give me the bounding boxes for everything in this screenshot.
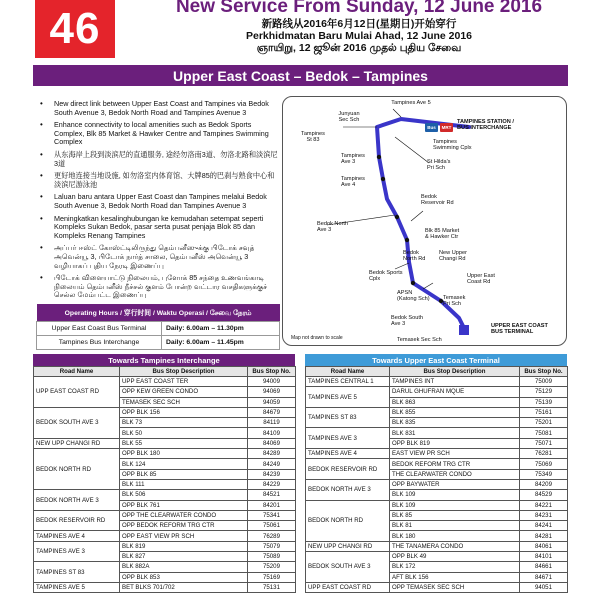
stop-number-cell: 75341 bbox=[248, 510, 296, 520]
stop-description-cell: BLK 109 bbox=[390, 500, 520, 510]
highlight-item: • New direct link between Upper East Coast and Tampines via Bedok South Avenue 3, Bedok North Road and Tampines Avenue 3 bbox=[36, 100, 278, 117]
stop-description-cell: DARUL GHUFRAN MQUE bbox=[390, 387, 520, 397]
table-row bbox=[306, 407, 568, 417]
stop-description-cell: BLK 506 bbox=[120, 490, 248, 500]
bus-icon: Bus bbox=[425, 123, 438, 132]
label-bedok-south-ave3: Bedok South Ave 3 bbox=[391, 315, 424, 328]
stop-number-cell: 76281 bbox=[520, 449, 568, 459]
stop-number-cell: 75089 bbox=[248, 552, 296, 562]
table-row bbox=[306, 377, 568, 387]
table-row bbox=[34, 541, 296, 551]
stop-description-cell: OPP EAST VIEW PR SCH bbox=[120, 531, 248, 541]
header bbox=[118, 0, 600, 54]
label-bedok-reservoir: Bedok Reservoir Rd bbox=[421, 194, 454, 207]
stop-number-cell: 84231 bbox=[520, 510, 568, 520]
label-tampines-ave5: Tampines Ave 5 bbox=[391, 100, 431, 106]
stop-number-cell: 84061 bbox=[520, 541, 568, 551]
stop-marker bbox=[411, 281, 415, 285]
stop-number-cell: 84229 bbox=[248, 479, 296, 489]
column-header: Road Name bbox=[34, 367, 120, 377]
label-tampines-ave4: Tampines Ave 4 bbox=[341, 176, 365, 189]
label-st-hildas: St Hilda's Pri Sch bbox=[427, 159, 451, 172]
table-row bbox=[306, 479, 568, 489]
table-row bbox=[306, 428, 568, 438]
stop-marker bbox=[377, 155, 381, 159]
stop-number-cell: 75009 bbox=[520, 377, 568, 387]
table-row bbox=[34, 562, 296, 572]
stop-number-cell: 84101 bbox=[520, 552, 568, 562]
stop-number-cell: 75349 bbox=[520, 469, 568, 479]
title-malay: Perkhidmatan Baru Mulai Ahad, 12 June 2016 bbox=[245, 30, 473, 42]
title-english: New Service From Sunday, 12 June 2016 bbox=[175, 0, 543, 17]
title-tamil: ஞாயிறு, 12 ஜூன் 2016 முதல் புதிய சேவை bbox=[256, 42, 462, 54]
road-name-cell: BEDOK RESERVOIR RD bbox=[34, 510, 120, 531]
table-row bbox=[34, 407, 296, 417]
stop-number-cell: 84249 bbox=[248, 459, 296, 469]
stop-description-cell: BLK 55 bbox=[120, 438, 248, 448]
stop-description-cell: BLK 172 bbox=[390, 562, 520, 572]
stop-number-cell: 84289 bbox=[248, 449, 296, 459]
highlight-item: • Meningkatkan kesalinghubungan ke kemudahan setempat seperti Kompleks Sukan Bedok, pasar serta pusat penjaja Blok 85 dan Kompleks Renang Tampines bbox=[36, 215, 278, 241]
label-blk85-market: Blk 85 Market & Hawker Ctr bbox=[425, 228, 460, 241]
table-row bbox=[34, 438, 296, 448]
stop-number-cell: 75079 bbox=[248, 541, 296, 551]
stop-marker bbox=[405, 238, 409, 242]
stop-description-cell: BLK 73 bbox=[120, 418, 248, 428]
road-name-cell: TAMPINES AVE 4 bbox=[306, 449, 390, 459]
route-map bbox=[282, 96, 567, 346]
label-upper-east-coast-rd: Upper East Coast Rd bbox=[467, 273, 495, 286]
road-name-cell: UPP EAST COAST RD bbox=[306, 582, 390, 592]
road-name-cell: NEW UPP CHANGI RD bbox=[306, 541, 390, 551]
stop-description-cell: BLK 109 bbox=[390, 490, 520, 500]
table-row bbox=[34, 582, 296, 592]
table-row bbox=[34, 377, 296, 387]
road-name-cell: NEW UPP CHANGI RD bbox=[34, 438, 120, 448]
stop-description-cell: BLK 180 bbox=[390, 531, 520, 541]
operating-hours-table bbox=[36, 304, 280, 350]
highlight-item: • அப்பர் ஈஸ்ட் கோஸ்ட்டிலிருந்து தெம்பனீஸுக்கு பிடோக் சவுத் அவென்யூ 3, பிடோக் நார்த் சாலை, தெம்பனீஸ் அவென்யூ 3 வழியாகப் புதிய நேரடி இணைப்பு bbox=[36, 244, 278, 270]
stop-number-cell: 84529 bbox=[520, 490, 568, 500]
stop-number-cell: 75209 bbox=[248, 562, 296, 572]
stop-description-cell: OPP TEMASEK SEC SCH bbox=[390, 582, 520, 592]
stop-description-cell: OPP BLK 49 bbox=[390, 552, 520, 562]
stop-number-cell: 84241 bbox=[520, 521, 568, 531]
road-name-cell: BEDOK RESERVOIR RD bbox=[306, 459, 390, 480]
stop-description-cell: BLK 50 bbox=[120, 428, 248, 438]
table-row bbox=[306, 582, 568, 592]
label-temasek-sec: Temasek Sec Sch bbox=[397, 337, 442, 343]
hours-row bbox=[37, 336, 280, 350]
road-name-cell: TAMPINES AVE 5 bbox=[306, 387, 390, 408]
towards-uec-table bbox=[305, 366, 568, 593]
label-tampines-ave3: Tampines Ave 3 bbox=[341, 153, 365, 166]
road-name-cell: TAMPINES AVE 4 bbox=[34, 531, 120, 541]
highlight-item: • 更好地连接当地设施, 如勿洛室内体育馆、大牌85的巴刹与熟食中心和淡滨尼游泳池 bbox=[36, 172, 278, 189]
stop-number-cell: 84119 bbox=[248, 418, 296, 428]
column-header: Bus Stop No. bbox=[520, 367, 568, 377]
stop-description-cell: BLK 855 bbox=[390, 407, 520, 417]
label-tampines-station: TAMPINES STATION / BUS INTERCHANGE bbox=[457, 119, 514, 132]
road-name-cell: TAMPINES AVE 3 bbox=[306, 428, 390, 449]
highlight-item: • Enhance connectivity to local amenities such as Bedok Sports Complex, Blk 85 Market & Hawker Centre and Tampines Swimming Complex bbox=[36, 121, 278, 147]
highlight-item: • 从东海岸上段到淡滨尼的直通服务, 途经勿洛南3道、勿洛北路和淡滨尼3道 bbox=[36, 151, 278, 168]
stop-number-cell: 84661 bbox=[520, 562, 568, 572]
route-number-badge: 46 bbox=[35, 0, 115, 58]
label-bedok-north-rd: Bedok North Rd bbox=[403, 250, 426, 263]
hours-row bbox=[37, 322, 280, 336]
stop-description-cell: BLK 882A bbox=[120, 562, 248, 572]
table-row bbox=[34, 449, 296, 459]
column-header: Road Name bbox=[306, 367, 390, 377]
stop-description-cell: OPP BLK 156 bbox=[120, 407, 248, 417]
stop-description-cell: BLK 835 bbox=[390, 418, 520, 428]
road-name-cell: BEDOK NORTH AVE 3 bbox=[34, 490, 120, 511]
table-row bbox=[306, 500, 568, 510]
table-row bbox=[34, 531, 296, 541]
column-header: Bus Stop Description bbox=[120, 367, 248, 377]
stop-marker bbox=[381, 177, 385, 181]
label-bedok-sports: Bedok Sports Cplx bbox=[369, 270, 403, 283]
service-highlights bbox=[36, 100, 278, 304]
stop-number-cell: 75129 bbox=[520, 387, 568, 397]
stop-number-cell: 75139 bbox=[520, 397, 568, 407]
stop-number-cell: 75069 bbox=[520, 459, 568, 469]
stop-description-cell: BET BLKS 701/702 bbox=[120, 582, 248, 592]
stop-description-cell: THE CLEARWATER CONDO bbox=[390, 469, 520, 479]
table-row bbox=[306, 552, 568, 562]
stop-number-cell: 94059 bbox=[248, 397, 296, 407]
stop-description-cell: THE TANAMERA CONDO bbox=[390, 541, 520, 551]
table-row bbox=[34, 510, 296, 520]
label-junyuan: Junyuan Sec Sch bbox=[338, 111, 360, 124]
mrt-icon: MRT bbox=[441, 125, 452, 130]
road-name-cell: UPP EAST COAST RD bbox=[34, 377, 120, 408]
road-name-cell: BEDOK NORTH RD bbox=[306, 500, 390, 541]
stop-number-cell: 75131 bbox=[248, 582, 296, 592]
column-header: Bus Stop No. bbox=[248, 367, 296, 377]
stop-number-cell: 75201 bbox=[520, 418, 568, 428]
stop-number-cell: 75071 bbox=[520, 438, 568, 448]
stop-marker bbox=[395, 215, 399, 219]
stop-description-cell: OPP BLK 180 bbox=[120, 449, 248, 459]
table-row bbox=[306, 449, 568, 459]
terminal-marker bbox=[459, 325, 469, 335]
road-name-cell: TAMPINES ST 83 bbox=[34, 562, 120, 583]
stop-description-cell: AFT BLK 156 bbox=[390, 572, 520, 582]
label-tampines-st83: Tampines St 83 bbox=[301, 131, 325, 144]
stop-number-cell: 84201 bbox=[248, 500, 296, 510]
stop-description-cell: OPP THE CLEARWATER CONDO bbox=[120, 510, 248, 520]
label-swimming-complex: Tampines Swimming Cplx bbox=[433, 139, 472, 152]
stop-description-cell: BLK 85 bbox=[390, 510, 520, 520]
stop-description-cell: BEDOK REFORM TRG CTR bbox=[390, 459, 520, 469]
stop-description-cell: OPP BLK 819 bbox=[390, 438, 520, 448]
title-chinese: 新路线从2016年6月12日(星期日)开始穿行 bbox=[261, 18, 457, 30]
hours-daily: Daily: 6.00am – 11.30pm bbox=[162, 322, 280, 336]
stop-description-cell: BLK 863 bbox=[390, 397, 520, 407]
stop-number-cell: 84521 bbox=[248, 490, 296, 500]
stop-number-cell: 84671 bbox=[520, 572, 568, 582]
stop-number-cell: 84209 bbox=[520, 479, 568, 489]
stop-number-cell: 84239 bbox=[248, 469, 296, 479]
operating-hours-heading: Operating Hours / 穿行时间 / Waktu Operasi / சேவை நேரம் bbox=[37, 304, 280, 322]
column-header: Bus Stop Description bbox=[390, 367, 520, 377]
stop-description-cell: BLK 81 bbox=[390, 521, 520, 531]
label-terminal: UPPER EAST COAST BUS TERMINAL bbox=[491, 323, 548, 336]
label-bedok-north-ave3: Bedok North Ave 3 bbox=[317, 221, 349, 234]
stop-description-cell: OPP KEW GREEN CONDO bbox=[120, 387, 248, 397]
hours-daily: Daily: 6.00am – 11.45pm bbox=[162, 336, 280, 350]
towards-tampines-table bbox=[33, 366, 296, 593]
highlight-item: • Laluan baru antara Upper East Coast dan Tampines melalui Bedok South Avenue 3, Bedok North Road dan Tampines Avenue 3 bbox=[36, 193, 278, 210]
stop-description-cell: UPP EAST COAST TER bbox=[120, 377, 248, 387]
road-name-cell: BEDOK NORTH AVE 3 bbox=[306, 479, 390, 500]
road-name-cell: TAMPINES CENTRAL 1 bbox=[306, 377, 390, 387]
stop-description-cell: BLK 124 bbox=[120, 459, 248, 469]
table-row bbox=[34, 490, 296, 500]
stop-number-cell: 94009 bbox=[248, 377, 296, 387]
stop-description-cell: EAST VIEW PR SCH bbox=[390, 449, 520, 459]
label-new-upper-changi: New Upper Changi Rd bbox=[439, 250, 467, 263]
stop-description-cell: OPP BLK 853 bbox=[120, 572, 248, 582]
road-name-cell: BEDOK SOUTH AVE 3 bbox=[34, 407, 120, 438]
stop-number-cell: 84281 bbox=[520, 531, 568, 541]
stop-number-cell: 76289 bbox=[248, 531, 296, 541]
stop-description-cell: TAMPINES INT bbox=[390, 377, 520, 387]
stop-description-cell: TEMASEK SEC SCH bbox=[120, 397, 248, 407]
road-name-cell: TAMPINES AVE 3 bbox=[34, 541, 120, 562]
route-title-bar: Upper East Coast – Bedok – Tampines bbox=[33, 65, 568, 86]
stop-number-cell: 75161 bbox=[520, 407, 568, 417]
stop-description-cell: OPP BAYWATER bbox=[390, 479, 520, 489]
map-scale-note: Map not drawn to scale bbox=[291, 335, 343, 341]
stop-number-cell: 84069 bbox=[248, 438, 296, 448]
stop-number-cell: 94069 bbox=[248, 387, 296, 397]
highlight-item: • பிடோக் விளையாட்டு நிலையம், புளோக் 85 சந்தை உணவங்காடி நிலையம் தெம்பனீஸ் நீச்சல் குளம் போன்ற வட்டார வசதிகளுக்குச் செல்ல மேம்பட்ட இணைப்பு bbox=[36, 274, 278, 300]
stop-number-cell: 94051 bbox=[520, 582, 568, 592]
stop-description-cell: BLK 831 bbox=[390, 428, 520, 438]
stop-description-cell: OPP BLK 85 bbox=[120, 469, 248, 479]
label-temasek-pri: Temasek Pri Sch bbox=[443, 295, 466, 308]
road-name-cell: BEDOK SOUTH AVE 3 bbox=[306, 552, 390, 583]
stop-number-cell: 75169 bbox=[248, 572, 296, 582]
stop-description-cell: BLK 827 bbox=[120, 552, 248, 562]
table-row bbox=[306, 459, 568, 469]
stop-description-cell: OPP BLK 761 bbox=[120, 500, 248, 510]
towards-tampines-heading: Towards Tampines Interchange bbox=[33, 354, 295, 366]
stop-number-cell: 84109 bbox=[248, 428, 296, 438]
stop-number-cell: 75061 bbox=[248, 521, 296, 531]
table-row bbox=[306, 541, 568, 551]
stop-number-cell: 75081 bbox=[520, 428, 568, 438]
stop-description-cell: OPP BEDOK REFORM TRG CTR bbox=[120, 521, 248, 531]
road-name-cell: TAMPINES AVE 5 bbox=[34, 582, 120, 592]
stop-number-cell: 84221 bbox=[520, 500, 568, 510]
stop-description-cell: BLK 819 bbox=[120, 541, 248, 551]
hours-service: Upper East Coast Bus Terminal bbox=[37, 322, 162, 336]
road-name-cell: TAMPINES ST 83 bbox=[306, 407, 390, 428]
table-row bbox=[306, 387, 568, 397]
stop-number-cell: 84679 bbox=[248, 407, 296, 417]
stop-description-cell: BLK 111 bbox=[120, 479, 248, 489]
hours-service: Tampines Bus Interchange bbox=[37, 336, 162, 350]
label-apsn: APSN (Katong Sch) bbox=[397, 290, 430, 303]
road-name-cell: BEDOK NORTH RD bbox=[34, 449, 120, 490]
towards-uec-heading: Towards Upper East Coast Terminal bbox=[305, 354, 567, 366]
